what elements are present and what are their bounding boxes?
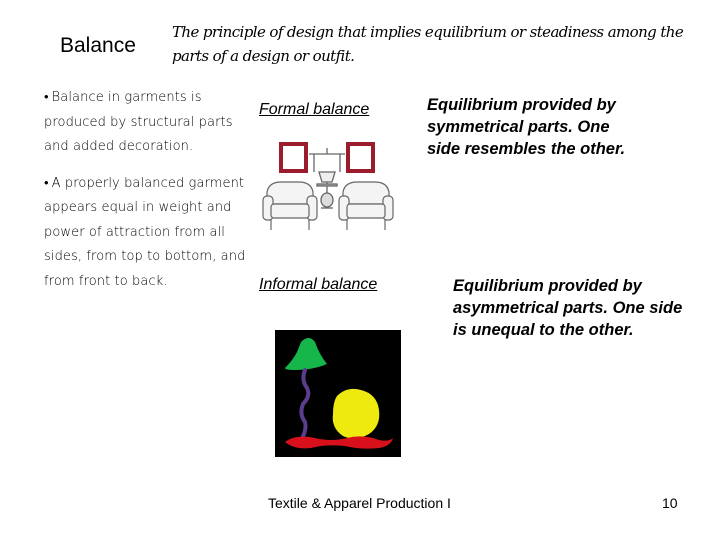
- left-frame-icon: [281, 144, 306, 171]
- bullet-text: A properly balanced garment appears equal in weight and power of attraction from all sides, from top to bottom, and from front to back.: [44, 175, 246, 289]
- informal-balance-description: Equilibrium provided by asymmetrical parts. One side is unequal to the other.: [453, 277, 683, 339]
- footer-course-title: Textile & Apparel Production I: [268, 495, 451, 511]
- formal-balance-label: Formal balance: [259, 101, 370, 118]
- bullet-item: [44, 172, 249, 295]
- bullet-dot-icon: •: [44, 175, 49, 191]
- left-armchair-icon: [263, 182, 317, 230]
- right-frame-icon: [348, 144, 373, 171]
- bullet-item: [44, 86, 249, 160]
- formal-balance-illustration: [261, 142, 399, 234]
- bullet-text: Balance in garments is produced by structural parts and added decoration.: [44, 90, 233, 154]
- bullet-list: [44, 86, 249, 306]
- right-armchair-icon: [339, 182, 393, 230]
- yellow-shape-icon: [333, 389, 380, 439]
- page-number: 10: [662, 495, 678, 511]
- bullet-dot-icon: •: [44, 90, 49, 105]
- formal-balance-description: Equilibrium provided by symmetrical parts. One side resembles the other.: [427, 96, 626, 158]
- informal-balance-label: Informal balance: [259, 276, 378, 293]
- slide-title: Balance: [60, 34, 136, 57]
- definition-text: The principle of design that implies equilibrium or steadiness among the parts of a design or outfit.: [172, 23, 684, 65]
- informal-balance-illustration: [275, 330, 401, 457]
